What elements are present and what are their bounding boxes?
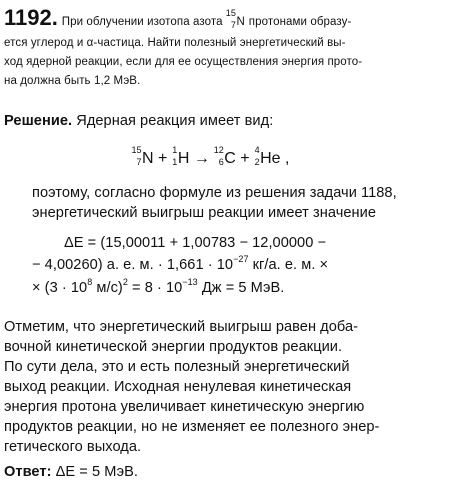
solution-p2-line-1: Отметим, что энергетический выигрыш равен доба- (4, 319, 359, 335)
calc-line-1: ΔE = (15,00011 + 1,00783 − 12,00000 − (64, 235, 327, 251)
solution-p2-line-4: выход реакции. Исходная ненулевая кинетическая (4, 379, 352, 395)
answer-line (4, 463, 138, 481)
problem-number: 1192. (4, 5, 58, 30)
solution-p1-line-1: поэтому, согласно формуле из решения задачи 1188, (32, 185, 397, 201)
solution-p1-line-2: энергетический выигрыш реакции имеет значение (32, 205, 377, 221)
calc-line-3: × ($3 \cdot 10^8$ $м/с)^2 = 8 \cdot 10^{-13}$ Дж = 5 МэВ. (32, 277, 285, 296)
reactant-n15: 15 7 N (131, 145, 154, 167)
solution-intro (4, 112, 273, 130)
problem-line-1 (4, 6, 351, 31)
solution-label: Решение. (4, 113, 73, 129)
answer-label: Ответ: (4, 464, 52, 480)
isotope-n15: 15 7 N (225, 8, 245, 30)
solution-p2-line-7: гетического выхода. (4, 439, 142, 455)
problem-line-2: ется углерод и α-частица. Найти полезный энергетический вы- (4, 37, 346, 49)
problem-line-3: ход ядерной реакции, если для ее осуществления энергия прото- (4, 56, 363, 68)
solution-p2-line-2: вочной кинетической энергии продуктов реакции. (4, 339, 343, 355)
solution-p2-line-3: По сути дела, это и есть полезный энергетический (4, 359, 350, 375)
answer-text: ΔE = 5 МэВ. (55, 464, 139, 480)
problem-text-1b: протонами образу- (248, 16, 352, 28)
solution-intro-text: Ядерная реакция имеет вид: (76, 113, 274, 129)
solution-p2-line-6: продуктов реакции, но не изменяет ее полезного энер- (4, 419, 380, 435)
solution-p2-line-5: энергия протона увеличивает кинетическую энергию (4, 399, 365, 415)
reaction-equation: 15 7 N + 1 1 H → 12 6 C + 4 2 He , (131, 145, 290, 167)
calc-line-2: − 4,00260) а. е. м. · $1,661 \cdot 10^{-27}$ кг/а. е. м. × (32, 254, 329, 273)
problem-text-1a: При облучении изотопа азота (61, 16, 223, 28)
problem-line-4: на должна быть 1,2 МэВ. (4, 75, 141, 87)
reactant-h1: 1 1 H (172, 145, 190, 167)
product-c12: 12 6 C (213, 145, 236, 167)
product-he4: 4 2 He (254, 145, 281, 167)
